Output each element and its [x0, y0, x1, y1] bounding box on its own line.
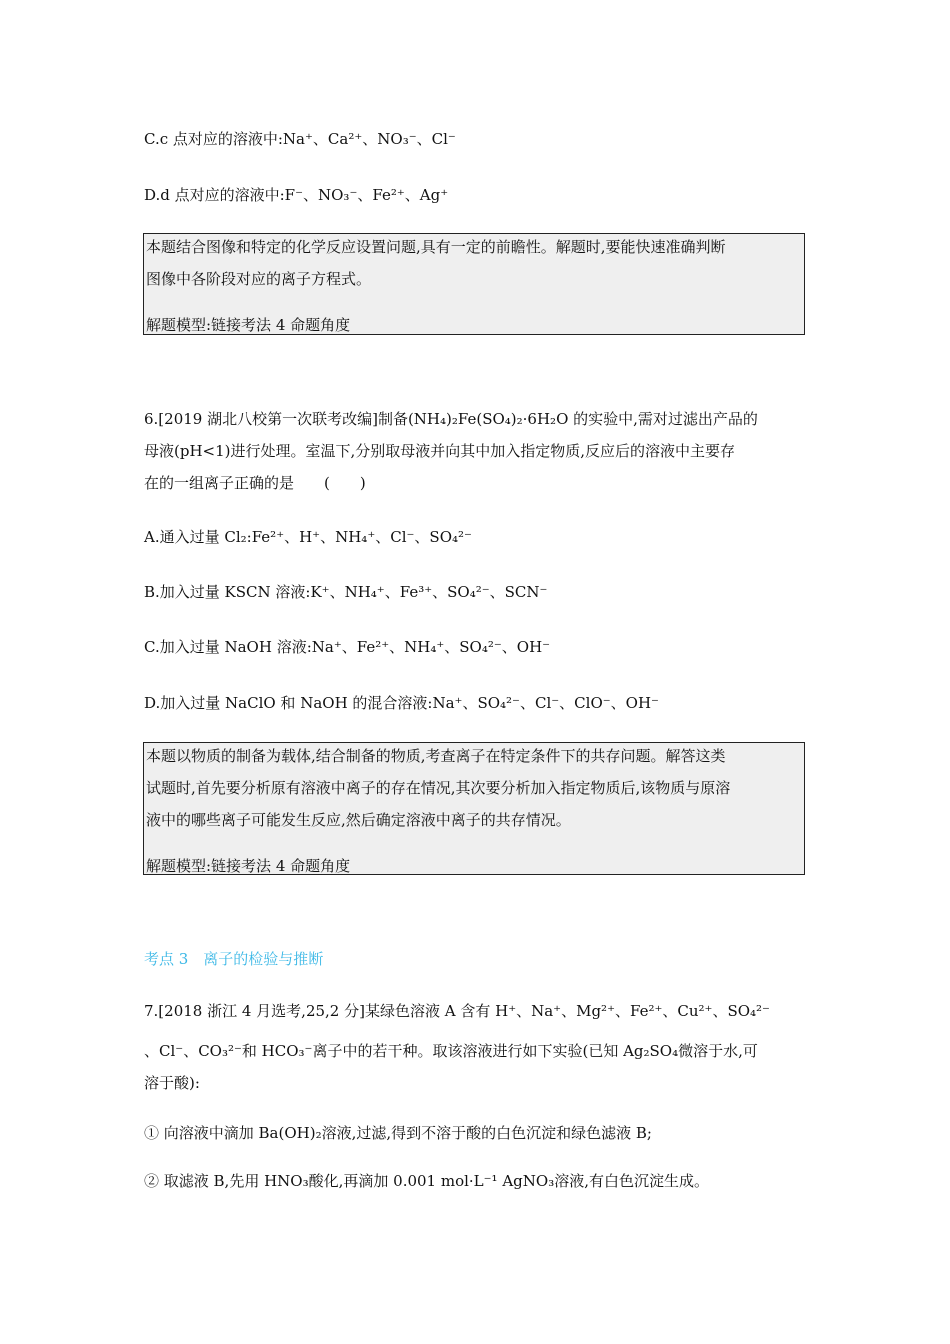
question-6-line-3: 在的一组离子正确的是 ( ) — [144, 474, 366, 492]
question-6-option-a: A.通入过量 Cl₂:Fe²⁺、H⁺、NH₄⁺、Cl⁻、SO₄²⁻ — [144, 528, 472, 546]
analysis-text-1: 本题以物质的制备为载体,结合制备的物质,考查离子在特定条件下的共存问题。解答这类 — [146, 747, 726, 765]
question-7-line-2: 、Cl⁻、CO₃²⁻和 HCO₃⁻离子中的若干种。取该溶液进行如下实验(已知 Ag₂SO₄微溶于水,可 — [144, 1042, 758, 1060]
analysis-text-1: 本题结合图像和特定的化学反应设置问题,具有一定的前瞻性。解题时,要能快速准确判断 — [146, 238, 726, 256]
analysis-text-3: 液中的哪些离子可能发生反应,然后确定溶液中离子的共存情况。 — [146, 811, 571, 829]
option-c-line: C.c 点对应的溶液中:Na⁺、Ca²⁺、NO₃⁻、Cl⁻ — [144, 130, 456, 148]
analysis-text-2: 图像中各阶段对应的离子方程式。 — [146, 270, 372, 288]
question-6-line-1: 6.[2019 湖北八校第一次联考改编]制备(NH₄)₂Fe(SO₄)₂·6H₂O 的实验中,需对过滤出产品的 — [144, 410, 758, 428]
question-7-line-3: 溶于酸): — [144, 1074, 200, 1092]
question-6-line-2: 母液(pH<1)进行处理。室温下,分别取母液并向其中加入指定物质,反应后的溶液中主要存 — [144, 442, 736, 460]
question-6-option-c: C.加入过量 NaOH 溶液:Na⁺、Fe²⁺、NH₄⁺、SO₄²⁻、OH⁻ — [144, 638, 551, 656]
question-6-option-d: D.加入过量 NaClO 和 NaOH 的混合溶液:Na⁺、SO₄²⁻、Cl⁻、ClO⁻、OH⁻ — [144, 694, 659, 712]
option-d-line: D.d 点对应的溶液中:F⁻、NO₃⁻、Fe²⁺、Ag⁺ — [144, 186, 449, 204]
analysis-box-1 — [143, 233, 805, 335]
solving-model-1: 解题模型:链接考法 4 命题角度 — [146, 316, 351, 334]
question-7-step-1: ① 向溶液中滴加 Ba(OH)₂溶液,过滤,得到不溶于酸的白色沉淀和绿色滤液 B; — [144, 1124, 652, 1142]
section-heading: 考点 3 离子的检验与推断 — [144, 950, 324, 968]
question-6-option-b: B.加入过量 KSCN 溶液:K⁺、NH₄⁺、Fe³⁺、SO₄²⁻、SCN⁻ — [144, 583, 548, 601]
analysis-box-2 — [143, 742, 805, 875]
question-7-line-1: 7.[2018 浙江 4 月选考,25,2 分]某绿色溶液 A 含有 H⁺、Na⁺、Mg²⁺、Fe²⁺、Cu²⁺、SO₄²⁻ — [144, 1002, 770, 1020]
question-7-step-2: ② 取滤液 B,先用 HNO₃酸化,再滴加 0.001 mol·L⁻¹ AgNO₃溶液,有白色沉淀生成。 — [144, 1172, 709, 1190]
solving-model-2: 解题模型:链接考法 4 命题角度 — [146, 857, 351, 875]
analysis-text-2: 试题时,首先要分析原有溶液中离子的存在情况,其次要分析加入指定物质后,该物质与原溶 — [146, 779, 731, 797]
